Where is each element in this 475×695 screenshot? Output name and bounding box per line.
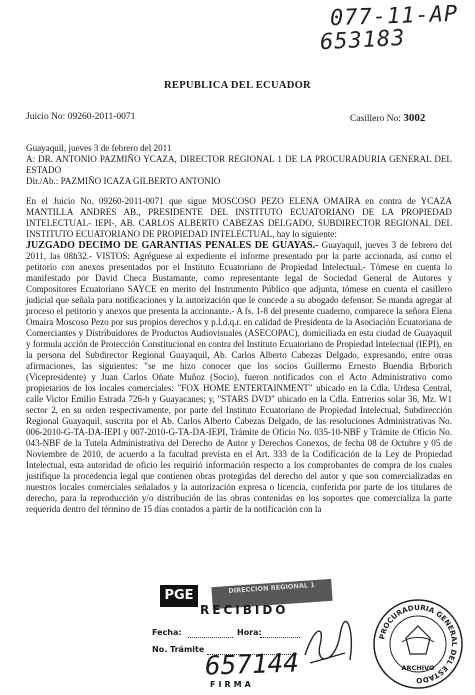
stamp-signature-label: FIRMA xyxy=(210,680,254,689)
attorney-line: Dir./Ab.: PAZMIÑO ICAZA GILBERTO ANTONIO xyxy=(26,176,221,186)
handwritten-signature xyxy=(300,615,360,670)
official-seal xyxy=(372,598,464,690)
juicio-number: 09260-2011-0071 xyxy=(67,112,136,122)
recipient-line: A: DR. ANTONIO PAZMIÑO YCAZA, DIRECTOR REGIONAL 1 DE LA PROCURADURIA GENERAL DEL ESTADO xyxy=(26,154,452,175)
juicio-line xyxy=(26,112,135,122)
juicio-label: Juicio No: xyxy=(26,112,66,122)
stamp-time-line xyxy=(260,637,300,638)
seal-archive-label: ARCHIVO xyxy=(401,664,435,672)
handwritten-case-code: 077-11-AP xyxy=(329,1,459,32)
seal-text: PROCURADURIA GENERAL DEL ESTADO xyxy=(377,602,460,686)
casillero-number: 3002 xyxy=(403,112,426,124)
stamp-time-label: Hora: xyxy=(237,628,262,637)
stamp-date-line xyxy=(188,637,233,638)
stamp-tramite-label: No. Trámite xyxy=(152,645,205,654)
handwritten-reference-number: 653183 xyxy=(319,25,407,56)
casillero-label: Casillero No: xyxy=(350,114,401,124)
court-heading: JUZGADO DECIMO DE GARANTIAS PENALES DE GUAYAS.- xyxy=(26,240,319,251)
stamp-received-label: RECIBIDO xyxy=(200,603,289,617)
intro-paragraph: En el Juicio No. 09260-2011-0071 que sigue MOSCOSO PEZO ELENA OMAIRA en contra de YCAZA MANTILLA ANDRES AB., PRESIDENTE DEL INSTITUTO ECUATORIANO DE LA PROPIEDAD INTELECTUAL- IEPI-, AB. CARLOS ALBERTO CABEZAS DELGADO, SUBDIRECTOR REGIONAL DEL INSTITUTO ECUATORIANO DE PROPIEDAD INTELECTUAL, hay lo siguiente: xyxy=(26,196,452,239)
judgment-paragraph xyxy=(26,240,452,515)
document-title: REPUBLICA DEL ECUADOR xyxy=(164,80,311,91)
handwritten-tramite-number: 657144 xyxy=(204,648,300,682)
judgment-body: Guayaquil, jueves 3 de febrero del 2011, las 08h32.- VISTOS: Agréguese al expediente el informe presentado por la parte accionada, así como el petitorio con anexos presentados por el Instituto Ecuatoriano de Propiedad Intelectual.- Tómese en cuenta lo manifestado por David Checa Bustamante, como representante legal de Sociedad General de Autores y Compositores Ecuatoriano SAYCE en merito del Instrumento Público que adjunta, tómese en cuenta el casillero judicial que señala para notificaciones y la autorización que le concede a su abogado defensor. Se manda agregar al proceso el petitorio y anexos que presenta la accionante.- A fs. 1-8 del presente cuaderno, comparece la señora Elena Omaira Moscoso Pezo por sus propios derechos y p.l.d.q.r. en calidad de Presidenta de la Asociación Ecuatoriana de Comerciantes y Distribuidores de Productos Audiovisuales (ASECOPAC), domiciliada en esta ciudad de Guayaquil y formula acción de Protección Constitucional en contra del Instituto Ecuatoriano de Propiedad Intelectual (IEPI), en la persona del Subdirector Regional Guayaquil, Ab. Carlos Alberto Cabezas Delgado, expresando, entre otras afirmaciones, las siguientes: "se me hizo conocer que los socios Guillermo Ernesto Buendia Brborich (Vicepresidente) y Juan Carlos Oñate Muñoz (Socio), fueron notificados con el Acto Administrativo como propietarios de los locales comerciales: "FOX HOME ENTERTAINMENT" ubicado en la Cdla. Urdesa Central, calle Victor Emilio Estrada 726-b y Guayacanes; y, "STARS DVD" ubicado en la Cdla. Entrerios solar 36, Mz. W1 sector 2, en su orden respectivamente, por parte del Instituto Ecuatoriano de Propiedad Intelectual, Subdirección Regional Guayaquil, suscrita por el Ab. Carlos Alberto Cabezas Delgado, de las resoluciones Administrativas No. 006-2010-G-TA-DA-IEPI y 007-2010-G-TA-DA-IEPI, Trámite de Oficio No. 035-10-NBF y Trámite de Oficio No. 043-NBF de la Tutela Administrativa del Derecho de Autor y Derechos Conexos, de fecha 08 de Octubre y 05 de Noviembre de 2010, de acuerdo a la facultad prevista en el Art. 333 de la Codificación de la Ley de Propiedad Intelectual, esta autoridad de oficio les requirió información respecto a los comprobantes de compra de los cuales justifique la procedencia legal que contienen obras protegidas del derecho del autor y que son comercializadas en nuestros locales comerciales señalados y la autorización expresa o licencia, conferida por parte de los titulares de derecho, para la reproducción y/o distribución de las obras contenidas en los soportes que comercializa la parte requerida dentro del término de 15 días contados a partir de la notificación con la xyxy=(26,240,452,514)
address-block xyxy=(26,143,452,187)
stamp-office-label: DIRECCION REGIONAL 1 xyxy=(211,579,332,609)
casillero-line xyxy=(350,112,425,124)
pge-logo: PGE xyxy=(160,585,198,607)
date-line: Guayaquil, jueves 3 de febrero del 2011 xyxy=(26,143,172,153)
stamp-date-label: Fecha: xyxy=(152,628,182,637)
